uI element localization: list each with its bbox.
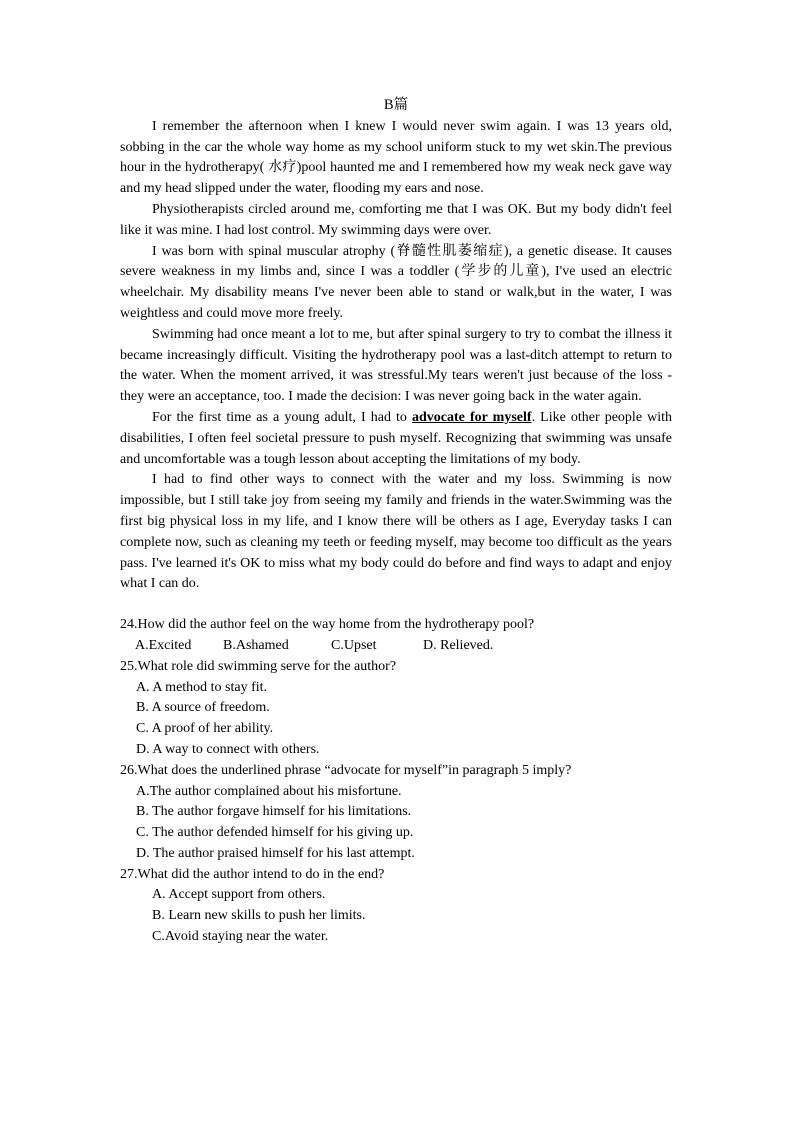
question-27-option-a: A. Accept support from others. <box>152 887 326 903</box>
exam-page <box>120 95 672 948</box>
passage-paragraph-3: I was born with spinal muscular atrophy (脊髓性肌萎缩症), a genetic disease. It causes severe weakness in my limbs and, since I was a toddler (学步的儿童), I've used an electric wheelchair. My disability means I've never been able to stand or walk,but in the water, I was weightless and could move more freely. <box>120 243 672 321</box>
paragraph-5-after: . Like other people with disabilities, I often feel societal pressure to push myself. Recognizing that swimming was unsafe and uncomfortable was a tough lesson about accepting the limitations of my body. <box>120 409 673 467</box>
question-25-option-b: B. A source of freedom. <box>136 700 270 716</box>
question-25-option-c: C. A proof of her ability. <box>136 721 274 737</box>
reading-passage <box>120 117 672 595</box>
question-24-stem: 24.How did the author feel on the way home from the hydrotherapy pool? <box>120 617 535 633</box>
passage-paragraph-2: Physiotherapists circled around me, comforting me that I was OK. But my body didn't feel like it was mine. I had lost control. My swimming days were over. <box>120 201 672 238</box>
question-27-option-b: B. Learn new skills to push her limits. <box>152 908 366 924</box>
question-25-option-d: D. A way to connect with others. <box>136 741 320 757</box>
passage-paragraph-1: I remember the afternoon when I knew I would never swim again. I was 13 years old, sobbing in the car the whole way home as my school uniform stuck to my wet skin.The previous hour in the hydrotherapy( 水疗)pool haunted me and I remembered how my weak neck gave way and my head slipped under the water, flooding my ears and nose. <box>120 118 672 197</box>
question-24-option-c: C.Upset <box>331 637 377 653</box>
underlined-phrase: advocate for myself <box>412 409 532 425</box>
question-26-option-c: C. The author defended himself for his giving up. <box>136 825 414 841</box>
question-25-option-a: A. A method to stay fit. <box>136 679 268 695</box>
question-24-option-a: A.Excited <box>135 637 192 653</box>
question-24-option-b: B.Ashamed <box>223 637 289 653</box>
passage-paragraph-6: I had to find other ways to connect with the water and my loss. Swimming is now impossible, but I still take joy from seeing my family and friends in the water.Swimming was the first big physical loss in my life, and I know there will be others as I age, Everyday tasks I can complete now, such as cleaning my teeth or feeding myself, may become too difficult as the years pass. I've learned it's OK to miss what my body could do before and find ways to adapt and enjoy what I can do. <box>120 472 672 592</box>
question-25-stem: 25.What role did swimming serve for the author? <box>120 658 397 674</box>
passage-paragraph-4: Swimming had once meant a lot to me, but after spinal surgery to try to combat the illness it became increasingly difficult. Visiting the hydrotherapy pool was a last-ditch attempt to return to the water. When the moment arrived, it was stressful.My tears weren't just because of the loss - they were an acceptance, too. I made the decision: I was never going back in the water again. <box>120 326 672 405</box>
question-26-stem: 26.What does the underlined phrase “advocate for myself”in paragraph 5 imply? <box>120 762 572 778</box>
question-list <box>120 615 672 948</box>
section-title: B篇 <box>383 97 409 113</box>
question-26-option-a: A.The author complained about his misfortune. <box>136 783 402 799</box>
question-26-option-d: D. The author praised himself for his last attempt. <box>136 845 415 861</box>
question-27-stem: 27.What did the author intend to do in the end? <box>120 866 385 882</box>
question-27-option-c: C.Avoid staying near the water. <box>152 929 329 945</box>
passage-paragraph-5 <box>120 408 672 470</box>
question-26-option-b: B. The author forgave himself for his limitations. <box>136 804 412 820</box>
question-24-option-d: D. Relieved. <box>423 637 494 653</box>
paragraph-5-before: For the first time as a young adult, I had to <box>152 409 413 425</box>
question-24-options <box>120 636 672 657</box>
